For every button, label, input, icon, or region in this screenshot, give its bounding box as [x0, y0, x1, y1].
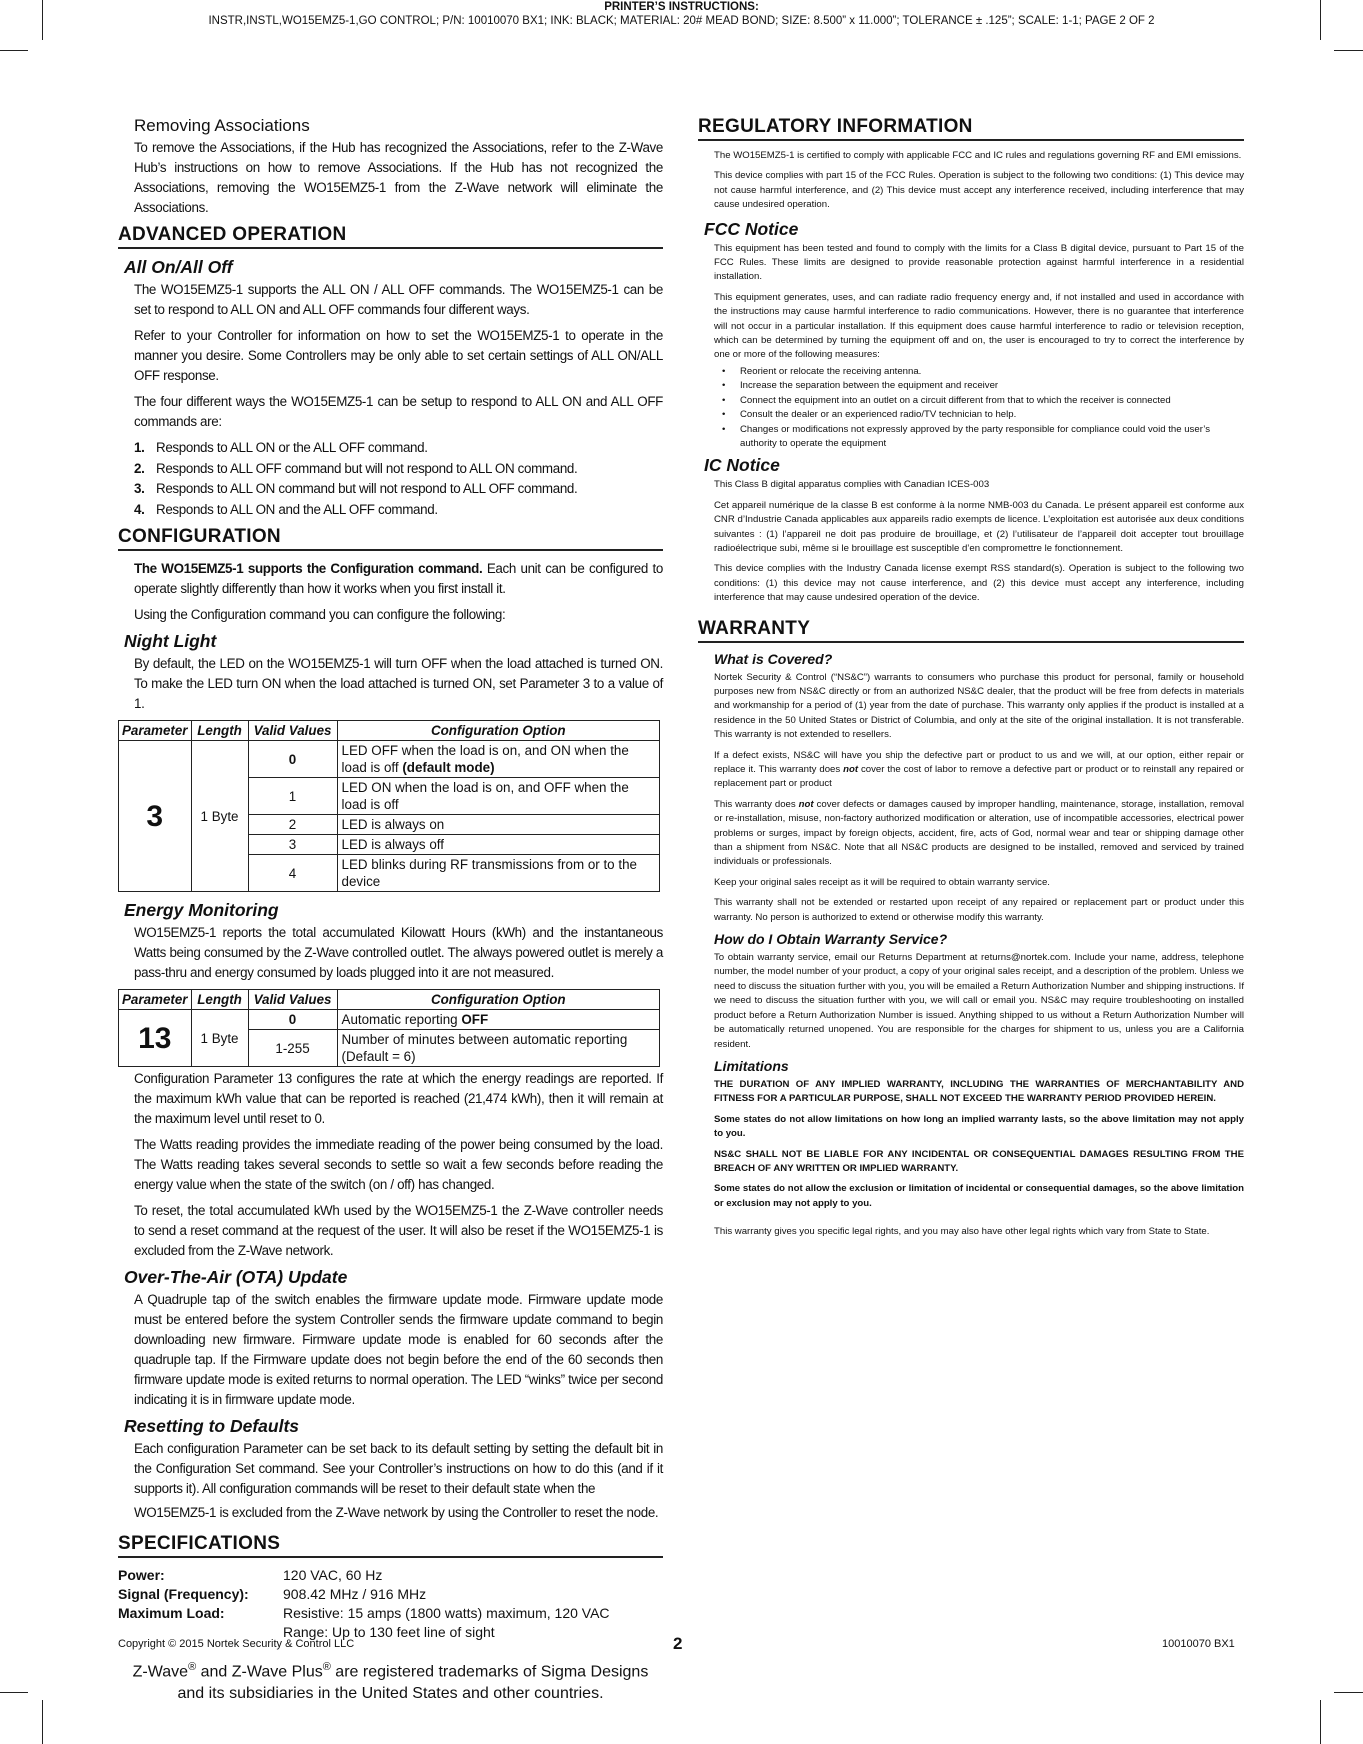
warranty-c1: Nortek Security & Control (“NS&C”) warrants to consumers who purchase this product for personal, family or household purposes new from NS&C directly or from an authorized NS&C dealer, that the product will be free from defects in materials and workmanship for a period of (1) year from the date of purchase. This warranty only applies if the product is installed at a residence in the 50 United States or District of Columbia, and only at the site of the original installation. It is not transferable. This warranty is not extended to resellers. — [714, 671, 1244, 741]
col-header: Configuration Option — [337, 990, 659, 1010]
printer-details: INSTR,INSTL,WO15EMZ5-1,GO CONTROL; P/N: 10010070 BX1; INK: BLACK; MATERIAL: 20# MEAD BOND; SIZE: 8.500” x 11.000”; TOLERANCE ± .125”; SCALE: 1-1; PAGE 2 OF 2 — [208, 15, 1155, 27]
limitations-l3: NS&C SHALL NOT BE LIABLE FOR ANY INCIDENTAL OR CONSEQUENTIAL DAMAGES RESULTING FROM THE BREACH OF ANY WRITTEN OR IMPLIED WARRANTY. — [714, 1148, 1244, 1174]
list-item: 3. Responds to ALL ON command but will not respond to ALL OFF command. — [134, 481, 578, 496]
list-item: • Increase the separation between the equipment and receiver — [714, 379, 1244, 393]
specifications-list — [118, 1566, 663, 1642]
energy-table — [118, 989, 660, 1067]
option-cell: LED is always on — [337, 815, 659, 835]
length-cell: 1 Byte — [191, 1010, 248, 1067]
printer-title: PRINTER’S INSTRUCTIONS: — [604, 1, 759, 13]
ic-p1: This Class B digital apparatus complies with Canadian ICES-003 — [714, 479, 990, 491]
regulatory-heading: REGULATORY INFORMATION — [698, 116, 1244, 141]
energy-monitoring-text: WO15EMZ5-1 reports the total accumulated Kilowatt Hours (kWh) and the instantaneous Watts being consumed by the Z-Wave controlled outlet. The always powered outlet is merely a pass-thru and energy consumed by loads plugged into it are not measured. — [134, 925, 663, 980]
crop-mark — [1320, 1700, 1321, 1744]
fcc-p1: This equipment has been tested and found to comply with the limits for a Class B digital device, pursuant to Part 15 of the FCC Rules. These limits are designed to provide reasonable protection against harmful interference in a residential installation. — [714, 242, 1244, 283]
param-cell: 3 — [119, 741, 192, 892]
warranty-c4: Keep your original sales receipt as it will be required to obtain warranty service. — [714, 876, 1050, 888]
crop-mark — [1334, 50, 1363, 51]
length-cell: 1 Byte — [191, 741, 248, 892]
list-item: • Consult the dealer or an experienced radio/TV technician to help. — [714, 408, 1244, 422]
option-cell: Number of minutes between automatic reporting (Default = 6) — [337, 1030, 659, 1067]
all-on-off-heading: All On/All Off — [124, 257, 233, 277]
specifications-heading: SPECIFICATIONS — [118, 1533, 663, 1558]
page-number: 2 — [673, 1634, 683, 1653]
col-header: Configuration Option — [337, 721, 659, 741]
part-number: 10010070 BX1 — [1162, 1638, 1235, 1650]
obtain-service-heading: How do I Obtain Warranty Service? — [714, 931, 948, 948]
trademark-notice: Z-Wave® and Z-Wave Plus® are registered trademarks of Sigma Designs and its subsidiaries in the United States and other countries. — [132, 1661, 649, 1703]
all-on-off-p3: The four different ways the WO15EMZ5-1 can be setup to respond to ALL ON and ALL OFF commands are: — [134, 394, 663, 429]
crop-mark — [42, 1700, 43, 1744]
list-item: • Connect the equipment into an outlet on a circuit different from that to which the receiver is connected — [714, 394, 1244, 408]
configuration-p2: Using the Configuration command you can configure the following: — [134, 607, 506, 622]
night-light-heading: Night Light — [124, 631, 217, 651]
night-light-table — [118, 720, 660, 892]
limitations-l4: Some states do not allow the exclusion or limitation of incidental or consequential damages, so the above limitation or exclusion may not apply to you. — [714, 1183, 1244, 1209]
limitations-heading: Limitations — [714, 1057, 789, 1074]
energy-p4: To reset, the total accumulated kWh used by the WO15EMZ5-1 the Z-Wave controller needs to send a reset command at the request of the user. It will also be reset if the WO15EMZ5-1 is excluded from the Z-Wave network. — [134, 1203, 663, 1258]
crop-mark — [1334, 1692, 1363, 1693]
right-column — [698, 116, 1244, 1246]
energy-p3: The Watts reading provides the immediate reading of the power being consumed by the load. The Watts reading takes several seconds to settle so wait a few seconds before reading the energy value when the state of the switch (on / off) has changed. — [134, 1137, 663, 1192]
spec-row: Power: 120 VAC, 60 Hz — [118, 1567, 383, 1583]
col-header: Parameter — [119, 721, 192, 741]
col-header: Length — [191, 990, 248, 1010]
configuration-heading: CONFIGURATION — [118, 526, 663, 551]
ic-p2: Cet appareil numérique de la classe B est conforme à la norme NMB-003 du Canada. Le présent appareil est conforme aux CNR d’Industrie Canada applicables aux appareils radio exempts de licence. L’exploitation est autorisée aux deux conditions suivantes : (1) l’appareil ne doit pas produire de brouillage, et (2) l’utilisateur de l’appareil doit accepter tout brouillage radioélectrique subi, même si le brouillage est susceptible d’en compromettre le fonctionnement. — [714, 499, 1244, 554]
limitations-l5: This warranty gives you specific legal rights, and you may also have other legal rights which vary from State to State. — [714, 1226, 1210, 1238]
list-item: • Reorient or relocate the receiving antenna. — [714, 365, 1244, 379]
energy-p2: Configuration Parameter 13 configures the rate at which the energy readings are reported. If the maximum kWh value that can be reported is reached (21,474 kWh), then it will remain at the maximum level until reset to 0. — [134, 1071, 663, 1126]
what-is-covered-heading: What is Covered? — [714, 650, 833, 667]
value-cell: 0 — [248, 741, 337, 778]
spec-row: Maximum Load: Resistive: 15 amps (1800 watts) maximum, 120 VAC — [118, 1605, 610, 1621]
fcc-notice-heading: FCC Notice — [704, 218, 799, 239]
warranty-c3: This warranty does not cover defects or damages caused by improper handling, maintenance, storage, installation, removal or re-installation, misuse, non-factory authorized modification or alteration, use of incompatible accessories, electrical power problems or surges, impact by foreign objects, accident, fire, acts of God, normal wear and tear or shipping damage other than a shipment from NS&C. Note that all NS&C products are designed to be installed, removed and serviced by trained individuals or professionals. — [714, 798, 1245, 868]
ota-heading: Over-The-Air (OTA) Update — [124, 1267, 348, 1287]
limitations-l1: THE DURATION OF ANY IMPLIED WARRANTY, INCLUDING THE WARRANTIES OF MERCHANTABILITY AND FITNESS FOR A PARTICULAR PURPOSE, SHALL NOT EXCEED THE WARRANTY PERIOD PROVIDED HEREIN. — [714, 1078, 1244, 1105]
fcc-measures-list — [714, 365, 1244, 451]
list-item: 2. Responds to ALL OFF command but will not respond to ALL ON command. — [134, 460, 578, 476]
value-cell: 0 — [248, 1010, 337, 1030]
ic-p3: This device complies with the Industry Canada license exempt RSS standard(s). Operation is subject to the following two conditions: (1) this device may not cause interference, and (2) this device must accept any interference, including interference that may cause undesired operation of the device. — [714, 563, 1244, 604]
warranty-heading: WARRANTY — [698, 618, 1244, 643]
option-cell: Automatic reporting OFF — [337, 1010, 659, 1030]
energy-monitoring-heading: Energy Monitoring — [124, 900, 279, 920]
left-column — [118, 116, 663, 1705]
list-item: 4. Responds to ALL ON and the ALL OFF command. — [134, 501, 438, 517]
value-cell: 3 — [248, 835, 337, 855]
regulatory-p1: The WO15EMZ5-1 is certified to comply with applicable FCC and IC rules and regulations governing RF and EMI emissions. — [714, 150, 1242, 161]
col-header: Parameter — [119, 990, 192, 1010]
warranty-c2: If a defect exists, NS&C will have you ship the defective part or product to us and we will, at our option, either repair or replace it. This warranty does not cover the cost of labor to remove a defective part or product or to reinstall any repaired or replacement part or product — [714, 749, 1245, 790]
configuration-p1: The WO15EMZ5-1 supports the Configuration command. Each unit can be configured to operate slightly differently than how it works when you first install it. — [134, 561, 663, 596]
value-cell: 2 — [248, 815, 337, 835]
night-light-text: By default, the LED on the WO15EMZ5-1 will turn OFF when the load attached is turned ON. To make the LED turn ON when the load attached is turned ON, set Parameter 3 to a value of 1. — [134, 656, 663, 711]
ota-text: A Quadruple tap of the switch enables the firmware update mode. Firmware update mode must be entered before the system Controller sends the firmware update command to begin downloading new firmware. Firmware update mode is enabled for 60 seconds after the quadruple tap. If the Firmware update does not begin before the end of the 60 seconds then firmware update mode is exited returns to normal operation. The LED “winks” twice per second indicating it is in firmware update mode. — [134, 1292, 663, 1407]
crop-mark — [0, 50, 28, 51]
col-header: Valid Values — [248, 990, 337, 1010]
list-item: 1. Responds to ALL ON or the ALL OFF command. — [134, 440, 428, 455]
option-cell: LED is always off — [337, 835, 659, 855]
value-cell: 1-255 — [248, 1030, 337, 1067]
limitations-l2: Some states do not allow limitations on how long an implied warranty lasts, so the above limitation may not apply to you. — [714, 1113, 1244, 1140]
crop-mark — [0, 1692, 28, 1693]
value-cell: 4 — [248, 855, 337, 892]
regulatory-p2: This device complies with part 15 of the FCC Rules. Operation is subject to the following two conditions: (1) This device may not cause harmful interference, and (2) This device must accept any interference received, including interference that may cause undesired operation. — [714, 170, 1244, 211]
col-header: Length — [191, 721, 248, 741]
list-item: • Changes or modifications not expressly approved by the party responsible for compliance could void the user’s authority to operate the equipment — [714, 423, 1244, 452]
all-on-off-p2: Refer to your Controller for information on how to set the WO15EMZ5-1 to operate in the manner you desire. Some Controllers may be only able to set certain settings of ALL ON/ALL OFF response. — [134, 328, 663, 383]
option-cell: LED ON when the load is on, and OFF when the load is off — [337, 778, 659, 815]
copyright: Copyright © 2015 Nortek Security & Control LLC — [118, 1638, 355, 1650]
reset-defaults-heading: Resetting to Defaults — [124, 1416, 300, 1436]
spec-row: Signal (Frequency): 908.42 MHz / 916 MHz — [118, 1586, 427, 1602]
removing-associations-heading: Removing Associations — [134, 116, 310, 135]
option-cell: LED OFF when the load is on, and ON when the load is off (default mode) — [337, 741, 659, 778]
col-header: Valid Values — [248, 721, 337, 741]
all-on-off-list — [134, 438, 663, 520]
removing-associations-text: To remove the Associations, if the Hub has recognized the Associations, refer to the Z-Wave Hub’s instructions on how to remove Associations. If the Hub has not recognized the Associations, removing the WO15EMZ5-1 from the Z-Wave network will eliminate the Associations. — [134, 140, 663, 215]
fcc-p2: This equipment generates, uses, and can radiate radio frequency energy and, if not installed and used in accordance with the instructions may cause harmful interference to radio communications. However, there is no guarantee that interference will not occur in a particular installation. If this equipment does cause harmful interference to radio or television reception, which can be determined by turning the equipment off and on, the user is encouraged to try to correct the interference by one or more of the following measures: — [714, 291, 1244, 361]
ic-notice-heading: IC Notice — [704, 455, 780, 476]
reset-defaults-text-2: WO15EMZ5-1 is excluded from the Z-Wave network by using the Controller to reset the node. — [134, 1505, 659, 1520]
printer-instructions — [0, 0, 1363, 28]
option-cell: LED blinks during RF transmissions from or to the device — [337, 855, 659, 892]
all-on-off-p1: The WO15EMZ5-1 supports the ALL ON / ALL OFF commands. The WO15EMZ5-1 can be set to respond to ALL ON and ALL OFF commands four different ways. — [134, 282, 663, 317]
spec-row: Range: Up to 130 feet line of sight — [283, 1624, 495, 1640]
warranty-c5: This warranty shall not be extended or restarted upon receipt of any repaired or replacement part or product under this warranty. No person is authorized to extend or otherwise modify this warranty. — [714, 897, 1244, 923]
advanced-operation-heading: ADVANCED OPERATION — [118, 224, 663, 249]
param-cell: 13 — [119, 1010, 192, 1067]
reset-defaults-text: Each configuration Parameter can be set back to its default setting by setting the default bit in the Configuration Set command. See your Controller’s instructions on how to do this (and if it supports it). All configuration commands will be reset to their default state when the — [134, 1441, 663, 1496]
warranty-o1: To obtain warranty service, email our Returns Department at returns@nortek.com. Include your name, address, telephone number, the model number of your product, a copy of your original sales receipt, and a description of the problem. Unless we need to discuss the situation further with you, you will be emailed a Return Authorization Number and shipping instructions. If we need to discuss the situation further with you, we will call or email you. NS&C may require troubleshooting on installed product before a Return Authorization Number is issued. Anything shipped to us without a Return Authorization Number will be automatically returned unopened. You are responsible for the charges for shipment to us, unless you are a California resident. — [714, 952, 1244, 1050]
value-cell: 1 — [248, 778, 337, 815]
